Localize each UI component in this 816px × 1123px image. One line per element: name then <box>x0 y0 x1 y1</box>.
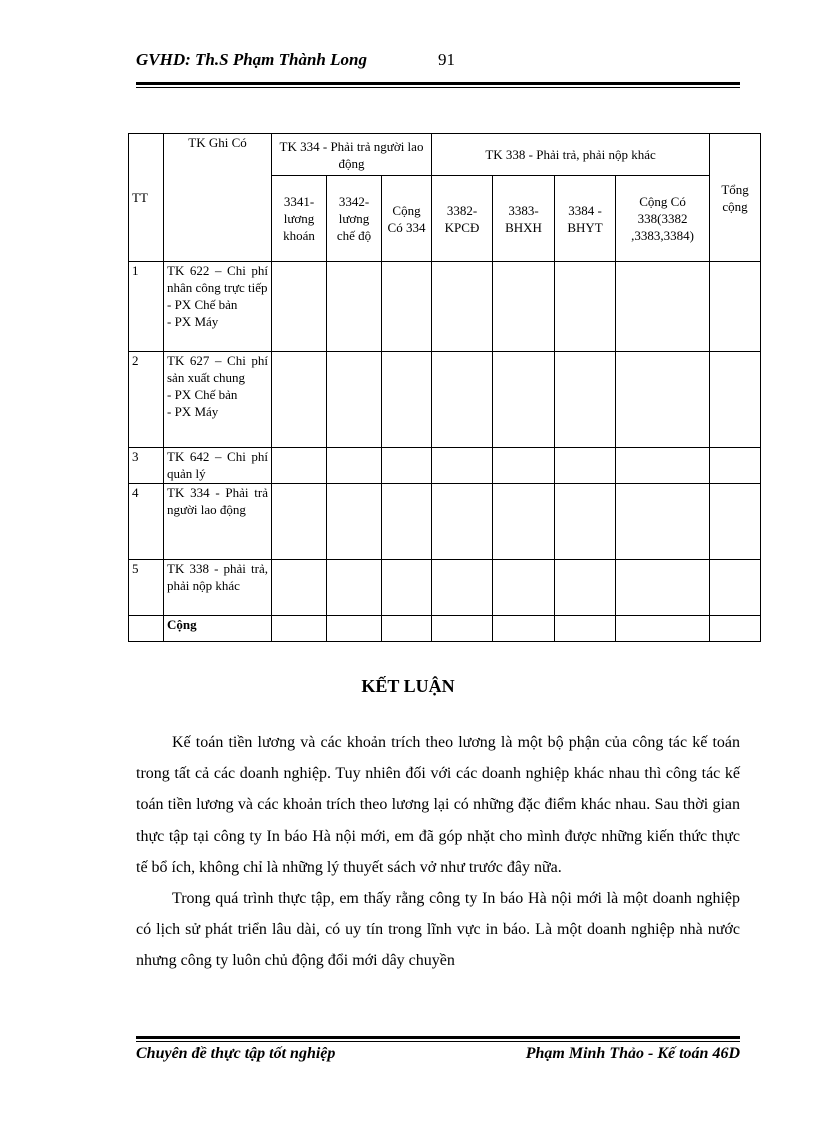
row-account-line: TK 642 – Chi phí quản lý <box>167 449 268 481</box>
conclusion-body <box>136 727 740 977</box>
row-tt: 1 <box>129 262 164 352</box>
row-account <box>164 352 272 448</box>
section-title: KẾT LUẬN <box>361 676 455 696</box>
page-footer <box>136 1045 740 1063</box>
paragraph: Trong quá trình thực tập, em thấy rằng công ty In báo Hà nội mới là một doanh nghiệp có lịch sử phát triển lâu dài, có uy tín trong lĩnh vực in báo. Là một doanh nghiệp nhà nước nhưng công ty luôn chủ động đổi mới dây chuyền <box>136 890 740 970</box>
row-account-line: - PX Chế bản <box>167 297 238 312</box>
total-label: Cộng <box>164 616 272 642</box>
page-number: 91 <box>438 50 455 69</box>
table-row <box>129 448 761 484</box>
header-3341: 3341-lương khoán <box>272 176 327 262</box>
row-account <box>164 262 272 352</box>
row-account-line: - PX Chế bản <box>167 387 238 402</box>
row-tt: 2 <box>129 352 164 448</box>
advisor-name: GVHD: Th.S Phạm Thành Long <box>136 50 367 69</box>
header-tk334: TK 334 - Phải trả người lao động <box>272 134 432 176</box>
header-cong-334: Cộng Có 334 <box>382 176 432 262</box>
footer-rule-thin <box>136 1041 740 1042</box>
table-row <box>129 484 761 560</box>
row-account-line: - PX Máy <box>167 404 219 419</box>
header-cong-338: Cộng Có 338(3382 ,3383,3384) <box>616 176 710 262</box>
table-row <box>129 560 761 616</box>
row-account-line: TK 627 – Chi phí sản xuất chung <box>167 353 268 385</box>
table-total-row <box>129 616 761 642</box>
header-tk338: TK 338 - Phải trả, phải nộp khác <box>432 134 710 176</box>
header-3384: 3384 - BHYT <box>555 176 616 262</box>
page-header <box>136 50 455 70</box>
row-account-line: TK 338 - phải trả, phải nộp khác <box>167 561 268 593</box>
row-account <box>164 484 272 560</box>
table-row <box>129 262 761 352</box>
row-account-line: TK 334 - Phải trả người lao động <box>167 485 268 517</box>
footer-author: Phạm Minh Thảo - Kế toán 46D <box>525 1045 740 1062</box>
header-rule-thin <box>136 87 740 88</box>
header-tk-ghi-co-text: TK Ghi Có <box>188 135 247 150</box>
table-row <box>129 352 761 448</box>
row-tt: 4 <box>129 484 164 560</box>
header-tong-cong: Tổng cộng <box>710 134 761 262</box>
header-tt: TT <box>129 134 164 262</box>
row-account-line: - PX Máy <box>167 314 219 329</box>
header-3382: 3382-KPCĐ <box>432 176 493 262</box>
row-account <box>164 448 272 484</box>
footer-rule <box>136 1036 740 1039</box>
footer-title: Chuyên đề thực tập tốt nghiệp <box>136 1045 336 1062</box>
header-rule <box>136 82 740 85</box>
allocation-table <box>128 133 761 642</box>
row-tt: 5 <box>129 560 164 616</box>
header-tk-ghi-co <box>164 134 272 262</box>
row-account-line: TK 622 – Chi phí nhân công trực tiếp <box>167 263 268 295</box>
header-3383: 3383-BHXH <box>493 176 555 262</box>
row-account <box>164 560 272 616</box>
paragraph: Kế toán tiền lương và các khoản trích theo lương là một bộ phận của công tác kế toán trong tất cả các doanh nghiệp. Tuy nhiên đối với các doanh nghiệp khác nhau thì công tác kế toán tiền lương và các khoản trích theo lương lại có những đặc điểm khác nhau. Sau thời gian thực tập tại công ty In báo Hà nội mới, em đã góp nhặt cho mình được những kiến thức thực tế bổ ích, không chỉ là những lý thuyết sách vở như trước đây nữa. <box>136 734 740 876</box>
row-tt: 3 <box>129 448 164 484</box>
header-3342: 3342-lương chế độ <box>327 176 382 262</box>
